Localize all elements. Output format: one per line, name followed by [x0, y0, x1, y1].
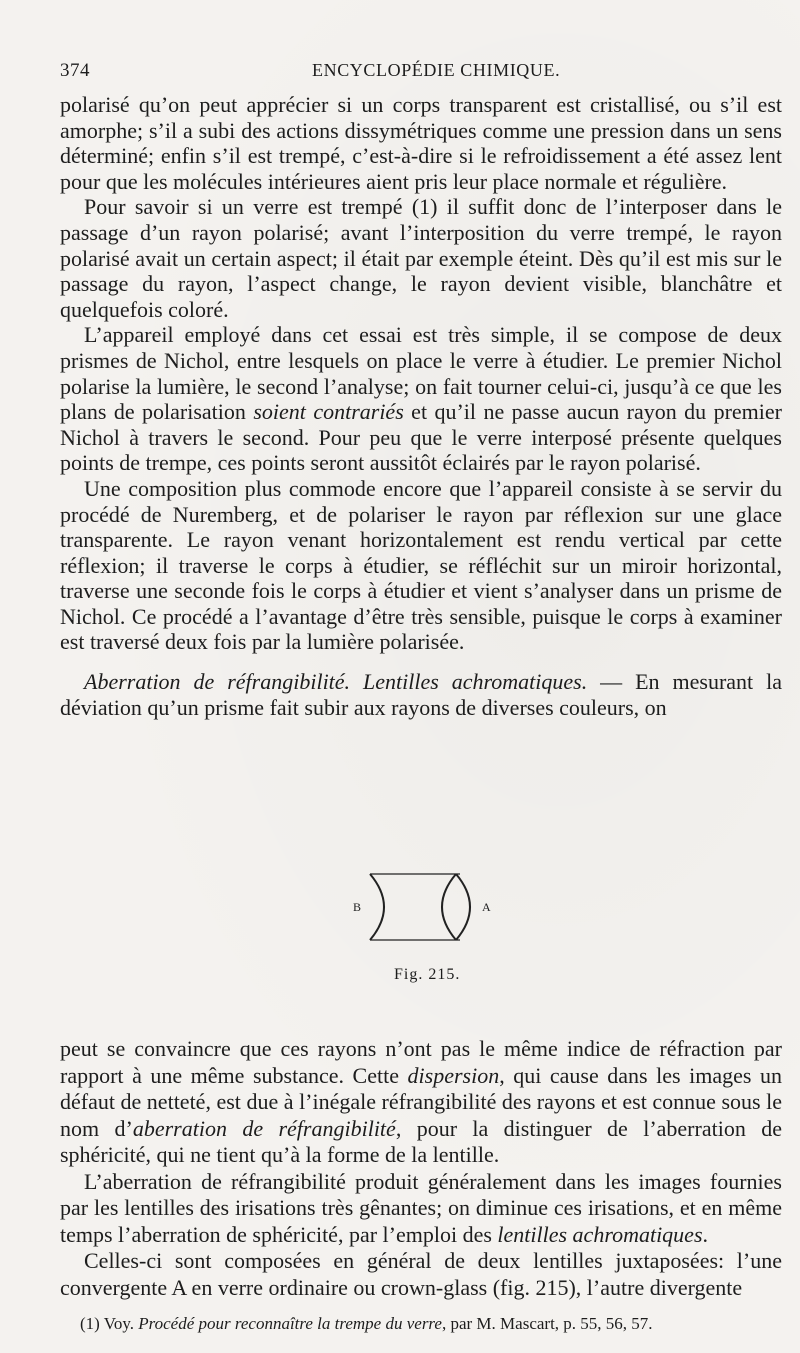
- paragraph-5-text-a: peut se convaincre que ces rayons n’ont pas le même indice de réfraction par rapport à une même substance. Cette: [60, 1036, 782, 1088]
- paragraph-6-text-a: L’aberration de réfrangibilité produit généralement dans les images fournies par les lentilles des irisations très gênantes; on diminue ces irisations, et en même temps l’aberration de sphéricité, par l’emploi des: [60, 1168, 782, 1247]
- paragraph-5-text-c: , pour la distinguer de l’aberration de sphéricité, qui ne tient qu’à la forme de la lentille.: [60, 1115, 782, 1167]
- lens-b-label: B: [353, 900, 362, 914]
- paragraph-5-italic-b: aberration de réfrangibilité: [132, 1115, 396, 1141]
- running-title: ENCYCLOPÉDIE CHIMIQUE.: [312, 60, 561, 80]
- figure-caption: Fig. 215.: [394, 966, 461, 983]
- paragraph-5-italic-a: dispersion: [407, 1062, 500, 1088]
- footnote-text-a: (1) Voy.: [80, 1314, 139, 1333]
- section-paragraph-text: — En mesurant la déviation qu’un prisme fait subir aux rayons de diverses couleurs, on: [60, 669, 782, 720]
- paragraph-1: [60, 92, 782, 194]
- paragraph-6-text-b: .: [702, 1221, 709, 1247]
- page-header: [60, 60, 772, 88]
- footnote-italic: Procédé pour reconnaître la trempe du verre: [138, 1314, 442, 1333]
- paragraph-6: [60, 1169, 782, 1249]
- section-heading-paragraph: [60, 669, 782, 720]
- body-text-bottom: [60, 1036, 782, 1301]
- lens-b-curve: [370, 874, 384, 940]
- page-number: 374: [60, 60, 90, 81]
- paragraph-5-text-b: , qui cause dans les images un défaut de netteté, est due à l’inégale réfrangibilité des rayons et est connue sous le nom d’: [60, 1062, 782, 1141]
- paragraph-2: [60, 194, 782, 322]
- footnote: [80, 1313, 780, 1335]
- lens-a-right-curve: [456, 874, 470, 940]
- paragraph-3-text-b: et qu’il ne passe aucun rayon du premier Nichol à travers le second. Pour peu que le verre interposé présente quelques points de trempe, ces points seront aussitôt éclairés par le rayon polarisé.: [60, 399, 783, 476]
- paragraph-3-text-a: L’appareil employé dans cet essai est très simple, il se compose de deux prismes de Nichol, entre lesquels on place le verre à étudier. Le premier Nichol polarise la lumière, le second l’analyse; on fait tourner celui-ci, jusqu’à ce que les plans de polarisation: [60, 322, 782, 425]
- paragraph-7: [60, 1248, 782, 1301]
- paragraph-2-text: Pour savoir si un verre est trempé (1) il suffit donc de l’interposer dans le passage d’un rayon polarisé; avant l’interposition du verre trempé, le rayon polarisé avait un certain aspect; il était par exemple éteint. Dès qu’il est mis sur le passage du rayon, l’aspect change, le rayon devient visible, blanchâtre et quelquefois coloré.: [60, 194, 782, 322]
- body-text-top: [60, 92, 782, 720]
- lens-a-label: A: [482, 900, 491, 914]
- paragraph-6-italic: lentilles achromatiques: [497, 1221, 703, 1247]
- footnote-text-b: , par M. Mascart, p. 55, 56, 57.: [441, 1314, 653, 1333]
- paragraph-7-text: Celles-ci sont composées en général de deux lentilles juxtaposées: l’une convergente A en verre ordinaire ou crown-glass (fig. 215), l’autre divergente: [60, 1248, 782, 1300]
- paragraph-1-text: polarisé qu’on peut apprécier si un corps transparent est cristallisé, ou s’il est amorphe; s’il a subi des actions dissymétriques comme une pression dans un sens déterminé; enfin s’il est trempé, c’est-à-dire si le refroidissement a été assez lent pour que les molécules intérieures aient pris leur place normale et régulière.: [60, 92, 782, 194]
- paragraph-4: [60, 476, 782, 655]
- paragraph-3: [60, 322, 782, 476]
- section-heading: Aberration de réfrangibilité. Lentilles achromatiques.: [84, 669, 588, 695]
- lens-a-left-curve: [442, 874, 456, 940]
- paragraph-5: [60, 1036, 782, 1169]
- paragraph-3-italic: soient contrariés: [253, 399, 404, 425]
- paragraph-4-text: Une composition plus commode encore que l’appareil consiste à se servir du procédé de Nuremberg, et de polariser le rayon par réflexion sur une glace transparente. Le rayon venant horizontalement est rendu vertical par cette réflexion; il traverse le corps à étudier, se réfléchit sur un miroir horizontal, traverse une seconde fois le corps à étudier et vient s’analyser dans un prisme de Nichol. Ce procédé a l’avantage d’être très sensible, puisque le corps à examiner est traversé deux fois par la lumière polarisée.: [60, 475, 782, 655]
